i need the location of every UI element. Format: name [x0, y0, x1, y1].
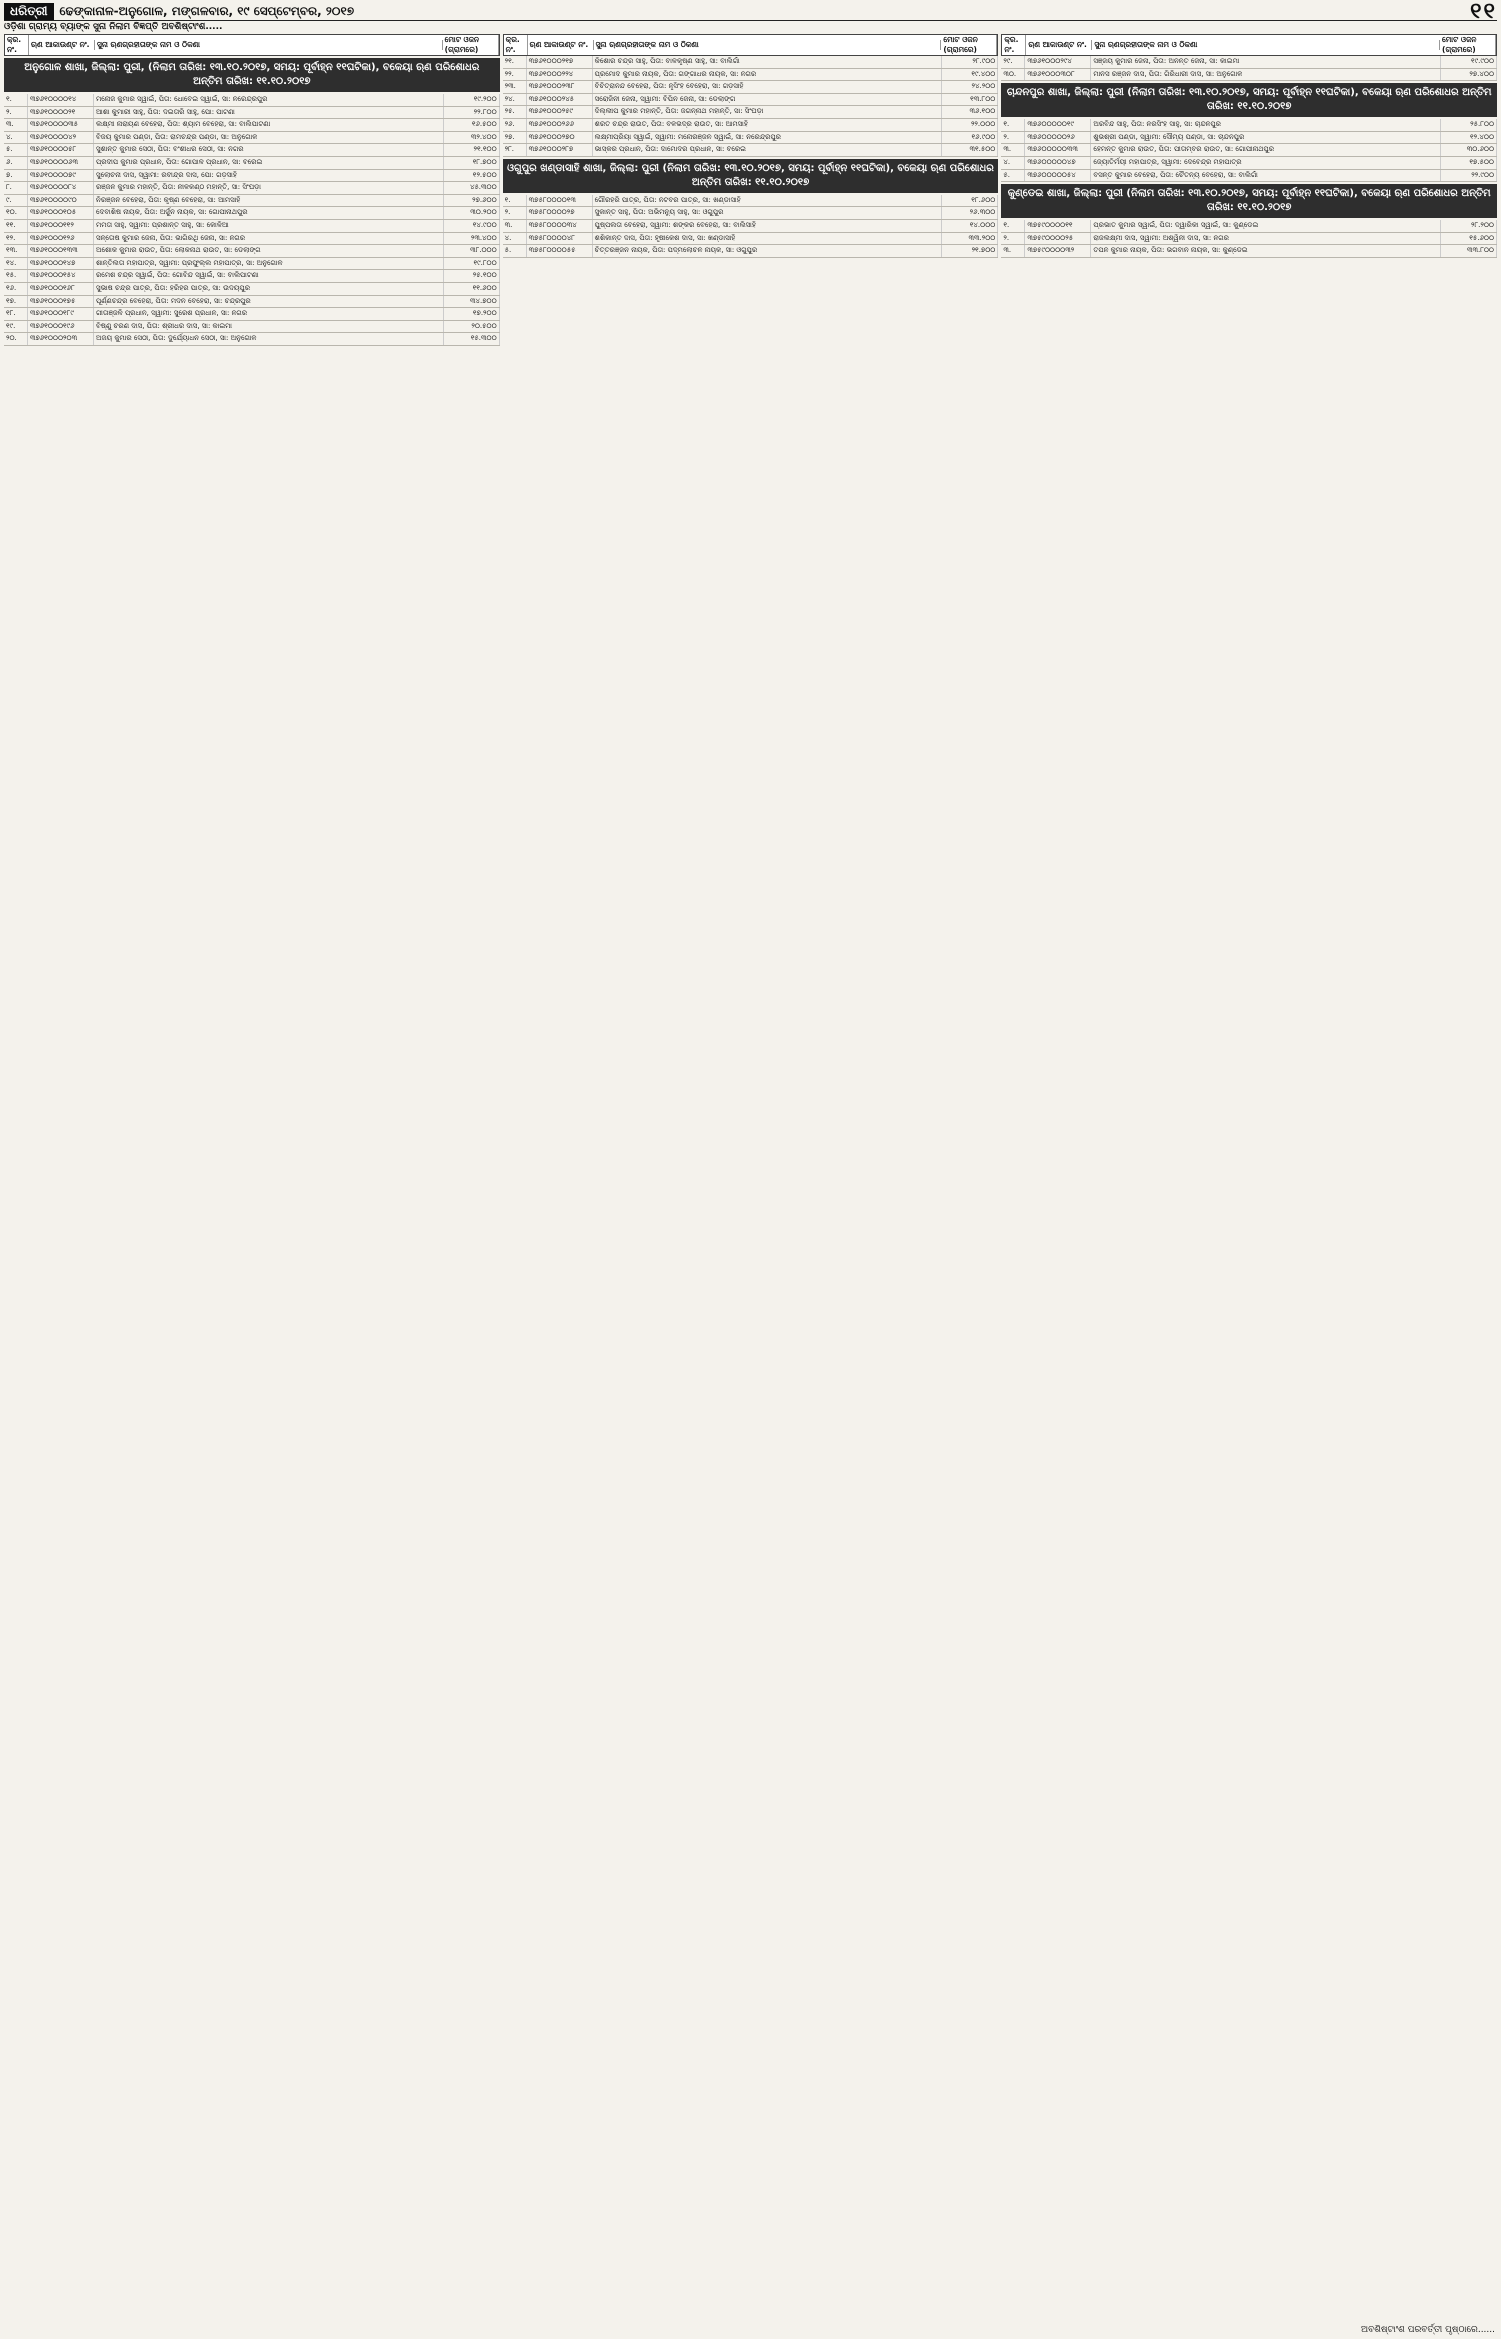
- borrower-details: ମନୋଜ କୁମାର ସ୍ୱାଇଁ, ପିତା: ଧୋବେଇ ସ୍ୱାଇଁ, ସା: ନରେନ୍ଦ୍ରପୁର: [94, 94, 444, 106]
- borrower-details: ସୁକାନ୍ତ ସାହୁ, ପିତା: ଅଭିମନ୍ୟୁ ସାହୁ, ସା: ଓଗୁପୁର: [593, 207, 943, 219]
- serial-number: ୨୧.: [503, 56, 527, 68]
- serial-number: ୭.: [4, 170, 28, 182]
- borrower-details: ତପନ କୁମାର ନାୟକ, ପିତା: ଭଗବାନ ନାୟକ, ସା: କୁଣ୍ଡେଇ: [1091, 245, 1441, 257]
- table-row: [4, 94, 500, 107]
- account-number: ୩୭୫୮୦୦୦୦୫୫: [527, 245, 593, 257]
- borrower-details: ଆଶା କୁମାରୀ ସାହୁ, ପିତା: ଦଇତାରି ସାହୁ, ପୋ: ପାଟଣା: [94, 107, 444, 119]
- account-number: ୩୭୬୧୦୦୦୦୯୦: [28, 195, 94, 207]
- gold-weight: ୧୯.୮୦୦: [444, 258, 500, 270]
- gold-weight: ୧୩.୮୦୦: [942, 94, 998, 106]
- table-row: [1001, 220, 1497, 233]
- header-account: ଋଣ ଆକାଉଣ୍ଟ ନଂ.: [29, 40, 95, 50]
- serial-number: ୧୬.: [4, 283, 28, 295]
- borrower-details: ଲକ୍ଷ୍ମୀପ୍ରିୟା ସ୍ୱାଇଁ, ସ୍ୱାମୀ: ମନୋରଞ୍ଜନ ସ୍ୱାଇଁ, ସା: ନରେନ୍ଦ୍ରପୁର: [593, 132, 943, 144]
- gold-weight: ୧୨.୪୦୦: [1441, 132, 1497, 144]
- gold-weight: ୪୫.୩୦୦: [444, 182, 500, 194]
- account-number: ୩୭୬୧୦୦୦୨୩୮: [527, 81, 593, 93]
- account-number: ୩୭୫୯୦୦୦୦୧୧: [1025, 220, 1091, 232]
- table-row: [4, 220, 500, 233]
- gold-weight: ୩୪.୭୦୦: [444, 296, 500, 308]
- page-number: ୧୧: [1470, 0, 1497, 24]
- gold-weight: ୨୩.୪୦୦: [444, 233, 500, 245]
- borrower-details: ଲକ୍ଷ୍ମୀ ନାରାୟଣ ବେହେରା, ପିତା: ଶ୍ୟାମ ବେହେରା, ସା: ବାଲିପାଟଣା: [94, 119, 444, 131]
- account-number: ୩୭୫୮୦୦୦୦୧୩: [527, 195, 593, 207]
- gold-weight: ୩୩.୨୦୦: [942, 233, 998, 245]
- account-number: ୩୭୬୧୦୦୦୨୭୦: [527, 132, 593, 144]
- header-weight: ମୋଟ ଓଜନ (ଗ୍ରାମରେ): [941, 35, 997, 55]
- table-row: [1001, 157, 1497, 170]
- serial-number: ୫.: [503, 245, 527, 257]
- gold-weight: ୨୪.୨୦୦: [942, 81, 998, 93]
- table-row: [4, 157, 500, 170]
- branch-heading: ଅନୁଗୋଳ ଶାଖା, ଜିଲ୍ଲା: ପୁରୀ, (ନିଲାମ ତାରିଖ: ୧୩.୧୦.୨୦୧୭, ସମୟ: ପୂର୍ବାହ୍ନ ୧୧ଘଟିକା), ବକେୟା ଋଣ ପରିଶୋଧର ଅନ୍ତିମ ତାରିଖ: ୧୧.୧୦.୨୦୧୭: [4, 58, 500, 92]
- account-number: ୩୭୬୧୦୦୦୧୧୨: [28, 220, 94, 232]
- header-borrower: ସୁନା ଋଣଗ୍ରହୀତାଙ୍କ ନାମ ଓ ଠିକଣା: [95, 40, 443, 50]
- serial-number: ୧୨.: [4, 233, 28, 245]
- serial-number: ୨୪.: [503, 94, 527, 106]
- serial-number: ୩.: [1001, 245, 1025, 257]
- table-row: [503, 207, 999, 220]
- gold-weight: ୨୮.୨୦୦: [1441, 220, 1497, 232]
- account-number: ୩୭୬୧୦୦୦୧୪୭: [28, 258, 94, 270]
- serial-number: ୨୯.: [1001, 56, 1025, 68]
- header-account: ଋଣ ଆକାଉଣ୍ଟ ନଂ.: [1026, 40, 1092, 50]
- account-number: ୩୭୬୦୦୦୦୦୫୪: [1025, 170, 1091, 182]
- account-number: ୩୭୬୧୦୦୦୦୨୧: [28, 107, 94, 119]
- serial-number: ୧୦.: [4, 207, 28, 219]
- borrower-details: ନିରଞ୍ଜନ ବେହେରା, ପିତା: କୃଷ୍ଣ ବେହେରା, ସା: ଆମସାହି: [94, 195, 444, 207]
- account-number: ୩୭୬୧୦୦୦୦୫୮: [28, 144, 94, 156]
- table-row: [503, 220, 999, 233]
- borrower-details: ବିଚିତ୍ରାନନ୍ଦ ବେହେରା, ପିତା: ନୃସିଂହ ବେହେରା, ସା: ଗଡ଼ସାହି: [593, 81, 943, 93]
- masthead: [4, 0, 1497, 24]
- account-number: ୩୭୫୮୦୦୦୦୨୭: [527, 207, 593, 219]
- account-number: ୩୭୬୦୦୦୦୦୩୩: [1025, 144, 1091, 156]
- gold-weight: ୧୭.୨୦୦: [444, 308, 500, 320]
- account-number: ୩୭୬୧୦୦୦୧୨୬: [28, 233, 94, 245]
- gold-weight: ୨୧.୭୦୦: [942, 245, 998, 257]
- table-row: [1001, 119, 1497, 132]
- serial-number: ୧.: [1001, 220, 1025, 232]
- table-row: [1001, 69, 1497, 82]
- borrower-details: ଶରତ ଚନ୍ଦ୍ର ରାଉତ, ପିତା: ବଳଭଦ୍ର ରାଉତ, ସା: ଆମସାହି: [593, 119, 943, 131]
- account-number: ୩୭୬୧୦୦୦୨୨୪: [527, 69, 593, 81]
- gold-weight: ୧୫.୬୦୦: [1441, 233, 1497, 245]
- gold-weight: ୧୫.୩୦୦: [444, 333, 500, 345]
- borrower-details: ଅରବିନ୍ଦ ସାହୁ, ପିତା: ନରସିଂହ ସାହୁ, ସା: ଚାନ୍ଦନପୁର: [1091, 119, 1441, 131]
- auction-column: [1001, 34, 1497, 2322]
- serial-number: ୪.: [503, 233, 527, 245]
- serial-number: ୧୯.: [4, 321, 28, 333]
- account-number: ୩୭୬୧୦୦୦୨୯୪: [1025, 56, 1091, 68]
- gold-weight: ୨୨.୦୦୦: [942, 119, 998, 131]
- account-number: ୩୭୬୧୦୦୦୦୪୨: [28, 132, 94, 144]
- table-row: [4, 245, 500, 258]
- borrower-details: କିଶୋର ଚନ୍ଦ୍ର ସାହୁ, ପିତା: ବାଳକୃଷ୍ଣ ସାହୁ, ସା: ବାଲିଗାଁ: [593, 56, 943, 68]
- gold-weight: ୧୧.୬୦୦: [444, 283, 500, 295]
- table-row: [4, 270, 500, 283]
- auction-column: [503, 34, 999, 2322]
- table-row: [4, 170, 500, 183]
- borrower-details: ଗୀତାଞ୍ଜଳି ପ୍ରଧାନ, ସ୍ୱାମୀ: ସୁରେଶ ପ୍ରଧାନ, ସା: ନଗର: [94, 308, 444, 320]
- serial-number: ୫.: [1001, 170, 1025, 182]
- account-number: ୩୭୬୧୦୦୦୧୬୮: [28, 283, 94, 295]
- table-row: [1001, 132, 1497, 145]
- borrower-details: ଚିତ୍ତରଞ୍ଜନ ନାୟକ, ପିତା: ପଦ୍ମଲୋଚନ ନାୟକ, ସା: ଓଗୁପୁର: [593, 245, 943, 257]
- gold-weight: ୨୮.୯୦୦: [942, 56, 998, 68]
- serial-number: ୧୧.: [4, 220, 28, 232]
- account-number: ୩୭୬୧୦୦୦୨୬୬: [527, 119, 593, 131]
- header-account: ଋଣ ଆକାଉଣ୍ଟ ନଂ.: [528, 40, 594, 50]
- table-row: [503, 233, 999, 246]
- serial-number: ୨୨.: [503, 69, 527, 81]
- table-row: [503, 245, 999, 258]
- header-serial: କ୍ର. ନଂ.: [5, 35, 29, 55]
- account-number: ୩୭୬୧୦୦୦୨୪୫: [527, 94, 593, 106]
- gold-weight: ୧୭.୫୦୦: [1441, 157, 1497, 169]
- column-header: [503, 34, 999, 56]
- borrower-details: ଦିଲ୍ଲୀପ କୁମାର ମହାନ୍ତି, ପିତା: ଜଗନ୍ନାଥ ମହାନ୍ତି, ସା: ସିଂଘଡ଼ା: [593, 106, 943, 118]
- gold-weight: ୩୨.୪୦୦: [444, 132, 500, 144]
- gold-weight: ୩୮.୦୦୦: [444, 245, 500, 257]
- serial-number: ୧.: [503, 195, 527, 207]
- borrower-details: ମାନସ ରଞ୍ଜନ ଦାସ, ପିତା: ଗିରିଧାରୀ ଦାସ, ସା: ଅନୁଗୋଳ: [1091, 69, 1441, 81]
- serial-number: ୨୦.: [4, 333, 28, 345]
- borrower-details: ପ୍ରଭାତ କୁମାର ସ୍ୱାଇଁ, ପିତା: ଦ୍ୱାରିକା ସ୍ୱାଇଁ, ସା: କୁଣ୍ଡେଇ: [1091, 220, 1441, 232]
- column-header: [4, 34, 500, 56]
- account-number: ୩୭୬୧୦୦୦୧୯୬: [28, 321, 94, 333]
- table-row: [4, 258, 500, 271]
- table-row: [4, 333, 500, 346]
- borrower-details: ଦେବାଶିଷ ନାୟକ, ପିତା: ଅର୍ଜୁନ ନାୟକ, ସା: ଗୋପୀନାଥପୁର: [94, 207, 444, 219]
- borrower-details: ସନ୍ତୋଷ କୁମାର ଜେନା, ପିତା: ଭାଗିରଥି ଜେନା, ସା: ନଗର: [94, 233, 444, 245]
- borrower-details: ପୂର୍ଣ୍ଣଚନ୍ଦ୍ର ବେହେରା, ପିତା: ମଦନ ବେହେରା, ସା: ଚନ୍ଦ୍ରପୁର: [94, 296, 444, 308]
- serial-number: ୩୦.: [1001, 69, 1025, 81]
- table-row: [4, 296, 500, 309]
- table-row: [4, 207, 500, 220]
- table-row: [503, 94, 999, 107]
- serial-number: ୨୬.: [503, 119, 527, 131]
- gold-weight: ୧୪.୦୦୦: [942, 220, 998, 232]
- borrower-details: ଜ୍ୟୋତିର୍ମୟୀ ମହାପାତ୍ର, ସ୍ୱାମୀ: ଦେବେନ୍ଦ୍ର ମହାପାତ୍ର: [1091, 157, 1441, 169]
- branch-heading: ଚାନ୍ଦନପୁର ଶାଖା, ଜିଲ୍ଲା: ପୁରୀ (ନିଲାମ ତାରିଖ: ୧୩.୧୦.୨୦୧୭, ସମୟ: ପୂର୍ବାହ୍ନ ୧୧ଘଟିକା), ବକେୟା ଋଣ ପରିଶୋଧର ଅନ୍ତିମ ତାରିଖ: ୧୧.୧୦.୨୦୧୭: [1001, 83, 1497, 117]
- serial-number: ୨୩.: [503, 81, 527, 93]
- gold-weight: ୩୩.୮୦୦: [1441, 245, 1497, 257]
- serial-number: ୬.: [4, 157, 28, 169]
- newspaper-brand: ଧରିତ୍ରୀ: [4, 3, 54, 20]
- header-weight: ମୋଟ ଓଜନ (ଗ୍ରାମରେ): [443, 35, 499, 55]
- table-row: [4, 195, 500, 208]
- account-number: ୩୭୬୧୦୦୦୨୮୭: [527, 144, 593, 156]
- serial-number: ୩.: [4, 119, 28, 131]
- account-number: ୩୭୬୧୦୦୦୨୧୭: [527, 56, 593, 68]
- serial-number: ୪.: [1001, 157, 1025, 169]
- serial-number: ୩.: [1001, 144, 1025, 156]
- gold-weight: ୨୦.୫୦୦: [444, 321, 500, 333]
- borrower-details: ସୁଶାନ୍ତ କୁମାର ସେଠୀ, ପିତା: ବଂଶୀଧର ସେଠୀ, ସା: ନଗର: [94, 144, 444, 156]
- borrower-details: ମମତା ସାହୁ, ସ୍ୱାମୀ: ପ୍ରଶାନ୍ତ ସାହୁ, ସା: କୋଳିଆ: [94, 220, 444, 232]
- gold-weight: ୧୯.୯୦୦: [1441, 56, 1497, 68]
- branch-heading: ଓଗୁପୁର ଖଣ୍ଡାସାହି ଶାଖା, ଜିଲ୍ଲା: ପୁରୀ (ନିଲାମ ତାରିଖ: ୧୩.୧୦.୨୦୧୭, ସମୟ: ପୂର୍ବାହ୍ନ ୧୧ଘଟିକା), ବକେୟା ଋଣ ପରିଶୋଧର ଅନ୍ତିମ ତାରିଖ: ୧୧.୧୦.୨୦୧୭: [503, 159, 999, 193]
- gold-weight: ୨୭.୪୦୦: [1441, 69, 1497, 81]
- borrower-details: ରାଜଲକ୍ଷ୍ମୀ ଦାସ, ସ୍ୱାମୀ: ଅଶ୍ୱିନୀ ଦାସ, ସା: ନଗର: [1091, 233, 1441, 245]
- borrower-details: ପ୍ରମୋଦ କୁମାର ନାୟକ, ପିତା: ଗଙ୍ଗାଧର ନାୟକ, ସା: ନଗର: [593, 69, 943, 81]
- column-header: [1001, 34, 1497, 56]
- table-row: [4, 321, 500, 334]
- serial-number: ୮.: [4, 182, 28, 194]
- account-number: ୩୭୬୧୦୦୦୩୦୮: [1025, 69, 1091, 81]
- table-row: [1001, 245, 1497, 258]
- borrower-details: ଶାନ୍ତିଲତା ମହାପାତ୍ର, ସ୍ୱାମୀ: ପ୍ରଫୁଲ୍ଲ ମହାପାତ୍ର, ସା: ଅନୁଗୋଳ: [94, 258, 444, 270]
- gold-weight: ୨୨.୯୦୦: [1441, 170, 1497, 182]
- account-number: ୩୭୫୯୦୦୦୦୨୫: [1025, 233, 1091, 245]
- borrower-details: ସଞ୍ଜୟ କୁମାର ଜେନା, ପିତା: ଅନନ୍ତ ଜେନା, ସା: କାଇମା: [1091, 56, 1441, 68]
- borrower-details: ଭାସ୍କର ପ୍ରଧାନ, ପିତା: ଦାମୋଦର ପ୍ରଧାନ, ସା: ବରେଇ: [593, 144, 943, 156]
- header-borrower: ସୁନା ଋଣଗ୍ରହୀତାଙ୍କ ନାମ ଓ ଠିକଣା: [1092, 40, 1440, 50]
- gold-weight: ୩୧.୫୦୦: [942, 144, 998, 156]
- serial-number: ୪.: [4, 132, 28, 144]
- gold-weight: ୧୮.୭୦୦: [444, 157, 500, 169]
- serial-number: ୨.: [1001, 132, 1025, 144]
- gold-weight: ୩୬.୧୦୦: [942, 106, 998, 118]
- account-number: ୩୭୬୦୦୦୦୦୧୯: [1025, 119, 1091, 131]
- serial-number: ୫.: [4, 144, 28, 156]
- auction-column: [4, 34, 500, 2322]
- header-weight: ମୋଟ ଓଜନ (ଗ୍ରାମରେ): [1440, 35, 1496, 55]
- borrower-details: ରମେଶ ଚନ୍ଦ୍ର ସ୍ୱାଇଁ, ପିତା: ଗୋବିନ୍ଦ ସ୍ୱାଇଁ, ସା: ବାଲିପାଟଣା: [94, 270, 444, 282]
- gold-weight: ୨୫.୧୦୦: [444, 270, 500, 282]
- table-row: [503, 119, 999, 132]
- account-number: ୩୭୬୧୦୦୦୨୫୯: [527, 106, 593, 118]
- serial-number: ୧୮.: [4, 308, 28, 320]
- account-number: ୩୭୬୧୦୦୦୦୮୪: [28, 182, 94, 194]
- table-row: [4, 119, 500, 132]
- branch-heading: କୁଣ୍ଡେଇ ଶାଖା, ଜିଲ୍ଲା: ପୁରୀ (ନିଲାମ ତାରିଖ: ୧୩.୧୦.୨୦୧୭, ସମୟ: ପୂର୍ବାହ୍ନ ୧୧ଘଟିକା), ବକେୟା ଋଣ ପରିଶୋଧର ଅନ୍ତିମ ତାରିଖ: ୧୧.୧୦.୨୦୧୭: [1001, 184, 1497, 218]
- gold-weight: ୧୬.୫୦୦: [444, 119, 500, 131]
- account-number: ୩୭୬୧୦୦୦୦୩୫: [28, 119, 94, 131]
- account-number: ୩୭୬୧୦୦୦୧୭୫: [28, 296, 94, 308]
- header-borrower: ସୁନା ଋଣଗ୍ରହୀତାଙ୍କ ନାମ ଓ ଠିକଣା: [594, 40, 942, 50]
- table-row: [1001, 144, 1497, 157]
- header-serial: କ୍ର. ନଂ.: [1002, 35, 1026, 55]
- serial-number: ୨୭.: [503, 132, 527, 144]
- gold-weight: ୧୬.୯୦୦: [942, 132, 998, 144]
- serial-number: ୩.: [503, 220, 527, 232]
- borrower-details: ସରୋଜିନୀ ଜେନା, ସ୍ୱାମୀ: ବିପିନ ଜେନା, ସା: ଡେଲାଙ୍ଗ: [593, 94, 943, 106]
- table-row: [4, 283, 500, 296]
- table-row: [503, 56, 999, 69]
- account-number: ୩୭୫୮୦୦୦୦୪୮: [527, 233, 593, 245]
- serial-number: ୧୩.: [4, 245, 28, 257]
- table-row: [4, 144, 500, 157]
- table-row: [1001, 170, 1497, 183]
- gold-weight: ୧୯.୨୦୦: [444, 94, 500, 106]
- dateline: ଢେଙ୍କାନାଳ-ଅନୁଗୋଳ, ମଙ୍ଗଳବାର, ୧୯ ସେପ୍ଟେମ୍ବର, ୨୦୧୭: [59, 3, 355, 18]
- serial-number: ୧୪.: [4, 258, 28, 270]
- account-number: ୩୭୬୧୦୦୦୧୦୫: [28, 207, 94, 219]
- serial-number: ୧.: [4, 94, 28, 106]
- gold-weight: ୧୮.୬୦୦: [942, 195, 998, 207]
- borrower-details: ହେମନ୍ତ କୁମାର ରାଉତ, ପିତା: ପୀତାମ୍ବର ରାଉତ, ସା: ଗୋପୀନାଥପୁର: [1091, 144, 1441, 156]
- gold-weight: ୨୬.୩୦୦: [942, 207, 998, 219]
- account-number: ୩୭୬୦୦୦୦୦୨୬: [1025, 132, 1091, 144]
- borrower-details: ଶୁଭଶ୍ରୀ ପଣ୍ଡା, ସ୍ୱାମୀ: ସୌମ୍ୟ ପଣ୍ଡା, ସା: ଚାନ୍ଦନପୁର: [1091, 132, 1441, 144]
- serial-number: ୧୫.: [4, 270, 28, 282]
- account-number: ୩୭୫୮୦୦୦୦୩୪: [527, 220, 593, 232]
- table-row: [4, 132, 500, 145]
- table-row: [503, 69, 999, 82]
- borrower-details: ଅଶୋକ କୁମାର ରାଉତ, ପିତା: ଲୋକନାଥ ରାଉତ, ସା: ଡେଲାଙ୍ଗ: [94, 245, 444, 257]
- table-row: [503, 195, 999, 208]
- borrower-details: ଅଜୟ କୁମାର ସେଠୀ, ପିତା: ଦୁର୍ଯ୍ୟୋଧନ ସେଠୀ, ସା: ଅନୁଗୋଳ: [94, 333, 444, 345]
- table-row: [503, 81, 999, 94]
- serial-number: ୨.: [503, 207, 527, 219]
- account-number: ୩୭୬୧୦୦୦୦୧୪: [28, 94, 94, 106]
- gold-weight: ୨୭.୬୦୦: [444, 195, 500, 207]
- auction-columns: [4, 34, 1497, 2322]
- gold-weight: ୧୪.୯୦୦: [444, 220, 500, 232]
- borrower-details: ବିଜୟ କୁମାର ପଣ୍ଡା, ପିତା: ରାମଚନ୍ଦ୍ର ପଣ୍ଡା, ସା: ଅନୁଗୋଳ: [94, 132, 444, 144]
- serial-number: ୨.: [1001, 233, 1025, 245]
- account-number: ୩୭୬୧୦୦୦୦୭୯: [28, 170, 94, 182]
- borrower-details: ସୁଲୋଚନା ଦାସ, ସ୍ୱାମୀ: ରବୀନ୍ଦ୍ର ଦାସ, ପୋ: ଗଡ଼ସାହି: [94, 170, 444, 182]
- borrower-details: ବିଷ୍ଣୁ ଚରଣ ଦାସ, ପିତା: ଶ୍ରୀଧର ଦାସ, ସା: କାଇମା: [94, 321, 444, 333]
- account-number: ୩୭୫୯୦୦୦୦୩୨: [1025, 245, 1091, 257]
- serial-number: ୨୫.: [503, 106, 527, 118]
- borrower-details: ସୁଭାଷ ଚନ୍ଦ୍ର ପାତ୍ର, ପିତା: ହରିହର ପାତ୍ର, ସା: ଉଦୟପୁର: [94, 283, 444, 295]
- account-number: ୩୭୬୦୦୦୦୦୪୭: [1025, 157, 1091, 169]
- gold-weight: ୨୧.୧୦୦: [444, 144, 500, 156]
- borrower-details: ପ୍ରଦୀପ କୁମାର ପ୍ରଧାନ, ପିତା: ଗୋପାଳ ପ୍ରଧାନ, ସା: ବରେଇ: [94, 157, 444, 169]
- continued-note: ଅବଶିଷ୍ଟାଂଶ ପରବର୍ତ୍ତୀ ପୃଷ୍ଠାରେ......: [1360, 2325, 1495, 2335]
- account-number: ୩୭୬୧୦୦୦୧୩୩: [28, 245, 94, 257]
- account-number: ୩୭୬୧୦୦୦୧୮୯: [28, 308, 94, 320]
- table-row: [4, 233, 500, 246]
- table-row: [503, 132, 999, 145]
- account-number: ୩୭୬୧୦୦୦୨୦୩: [28, 333, 94, 345]
- serial-number: ୨.: [4, 107, 28, 119]
- serial-number: ୨୮.: [503, 144, 527, 156]
- table-row: [1001, 233, 1497, 246]
- borrower-details: ରଞ୍ଜନ କୁମାର ମହାନ୍ତି, ପିତା: ନୀଳକଣ୍ଠ ମହାନ୍ତି, ସା: ସିଂଘଡ଼ା: [94, 182, 444, 194]
- borrower-details: ବସନ୍ତ କୁମାର ବେହେରା, ପିତା: ଚୈତନ୍ୟ ବେହେରା, ସା: ବାଲିଗାଁ: [1091, 170, 1441, 182]
- notice-heading: ଓଡ଼ିଶା ଗ୍ରାମ୍ୟ ବ୍ୟାଙ୍କ ସୁନା ନିଲାମ ବିଜ୍ଞପ୍ତି ଅବଶିଷ୍ଟାଂଶ.....: [4, 22, 223, 32]
- table-row: [1001, 56, 1497, 69]
- gold-weight: ୩୦.୬୦୦: [1441, 144, 1497, 156]
- gold-weight: ୧୨.୫୦୦: [444, 170, 500, 182]
- gold-weight: ୩୦.୨୦୦: [444, 207, 500, 219]
- borrower-details: ପୁଷ୍ପଲତା ବେହେରା, ସ୍ୱାମୀ: ଶଙ୍କର ବେହେରା, ସା: ବାଲିସାହି: [593, 220, 943, 232]
- serial-number: ୧୭.: [4, 296, 28, 308]
- serial-number: ୯.: [4, 195, 28, 207]
- account-number: ୩୭୬୧୦୦୦୦୬୩: [28, 157, 94, 169]
- gold-weight: ୧୯.୪୦୦: [942, 69, 998, 81]
- gold-weight: ୨୨.୮୦୦: [444, 107, 500, 119]
- table-row: [4, 107, 500, 120]
- table-row: [4, 308, 500, 321]
- account-number: ୩୭୬୧୦୦୦୧୫୪: [28, 270, 94, 282]
- serial-number: ୧.: [1001, 119, 1025, 131]
- gold-weight: ୨୫.୮୦୦: [1441, 119, 1497, 131]
- borrower-details: ଶଶିକାନ୍ତ ଦାସ, ପିତା: ହୃଷୀକେଶ ଦାସ, ସା: ଖଣ୍ଡାସାହି: [593, 233, 943, 245]
- table-row: [4, 182, 500, 195]
- borrower-details: ଗୌରହରି ପାତ୍ର, ପିତା: ନଟବର ପାତ୍ର, ସା: ଖଣ୍ଡାସାହି: [593, 195, 943, 207]
- table-row: [503, 106, 999, 119]
- header-serial: କ୍ର. ନଂ.: [504, 35, 528, 55]
- table-row: [503, 144, 999, 157]
